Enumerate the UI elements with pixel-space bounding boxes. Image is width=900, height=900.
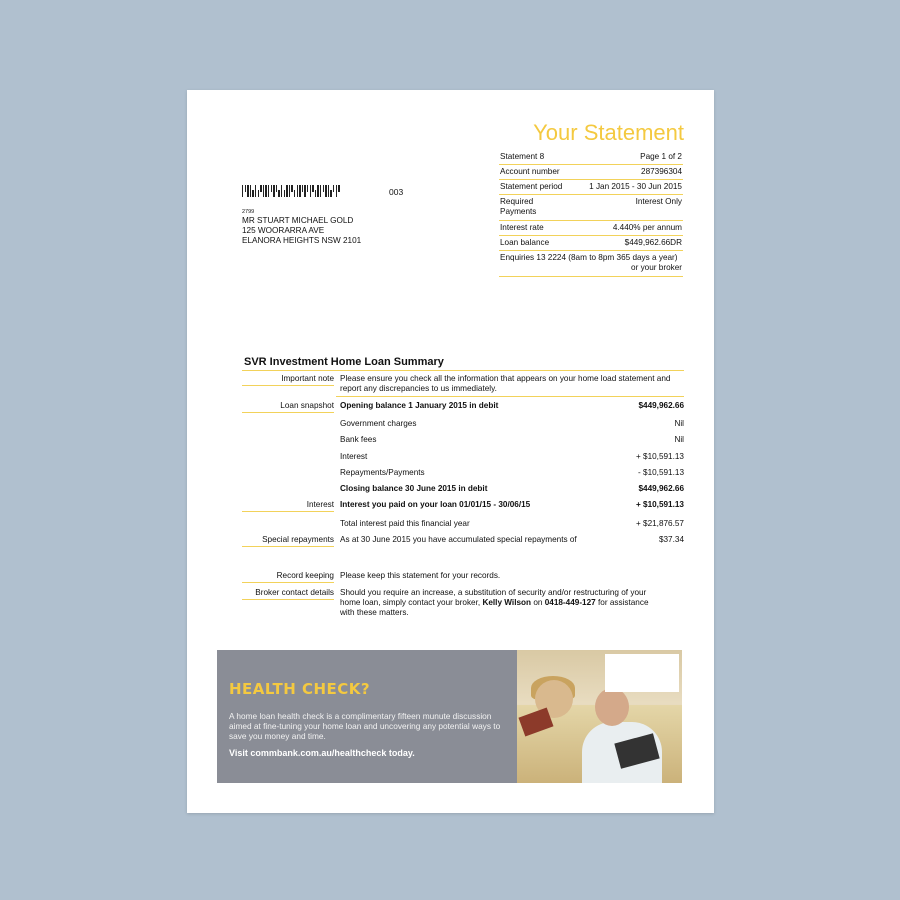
banner-text: A home loan health check is a complimentary fifteen munute discussion aimed at fine-tuning your home loan and uncovering any potential ways to save you money and time.	[229, 711, 501, 741]
barcode-bar	[297, 185, 298, 197]
opening-balance-value: $449,962.66	[638, 401, 684, 410]
interest-row	[242, 452, 684, 461]
row-label: Record keeping	[276, 571, 334, 580]
barcode-bar	[317, 185, 318, 197]
address-window	[605, 654, 679, 692]
row-text: Government charges	[340, 419, 417, 428]
address-name: MR STUART MICHAEL GOLD	[242, 216, 354, 225]
row-amount: Nil	[674, 419, 684, 428]
barcode-bar	[245, 185, 246, 192]
barcode-bar	[273, 185, 274, 197]
barcode-bar	[310, 185, 311, 197]
barcode-bar	[299, 185, 300, 197]
info-label: Loan balance	[500, 238, 550, 247]
row-label: Broker contact details	[255, 588, 334, 597]
row-text: Total interest paid this financial year	[340, 519, 470, 528]
interest-paid-label: Interest you paid on your loan 01/01/15 - 30/06/15	[340, 500, 531, 509]
info-value: Interest Only	[635, 197, 682, 206]
banner-link[interactable]: Visit commbank.com.au/healthcheck today.	[229, 748, 415, 758]
address-street: 125 WOORARRA AVE	[242, 226, 325, 235]
info-value: Page 1 of 2	[640, 152, 682, 161]
banner-title: HEALTH CHECK?	[229, 680, 371, 698]
barcode-bar	[260, 185, 261, 192]
statement-info-box	[499, 150, 683, 277]
barcode-bar	[291, 185, 292, 192]
info-label: Statement 8	[500, 152, 545, 161]
row-amount: + $10,591.13	[635, 452, 684, 461]
mailing-address	[242, 209, 361, 246]
row-text: As at 30 June 2015 you have accumulated special repayments of	[340, 535, 577, 544]
enquiries-line2: or your broker	[631, 263, 682, 272]
barcode-bar	[307, 185, 308, 192]
special-repayments-row	[242, 535, 684, 544]
row-amount: $37.34	[658, 535, 684, 544]
row-label: Special repayments	[262, 535, 334, 544]
barcode-bar	[315, 190, 316, 197]
postal-barcode	[242, 185, 342, 197]
info-label: Statement period	[500, 182, 563, 191]
total-interest-row	[242, 519, 684, 528]
broker-phone: 0418-449-127	[544, 598, 596, 607]
barcode-bar	[242, 185, 243, 197]
row-text: Interest	[340, 452, 368, 461]
info-label: Interest rate	[500, 223, 544, 232]
info-row-interest-rate	[499, 221, 683, 236]
barcode-bar	[278, 190, 279, 197]
enquiries-line1: Enquiries 13 2224 (8am to 8pm 365 days a year)	[500, 253, 678, 262]
broker-text: Should you require an increase, a substitution of security and/or restructuring of your home loan, simply contact your broker, Kelly Wilson on 0418-449-127 for assistance with these matters.	[340, 588, 649, 617]
address-suburb: ELANORA HEIGHTS NSW 2101	[242, 236, 362, 245]
interest-paid-value: + $10,591.13	[635, 500, 684, 509]
couple-photo	[517, 650, 682, 783]
barcode-bar	[320, 185, 321, 197]
barcode-bar	[302, 185, 303, 192]
row-text: Repayments/Payments	[340, 468, 425, 477]
row-label: Loan snapshot	[280, 401, 334, 410]
broker-contact-row	[242, 588, 684, 618]
mail-code: 003	[389, 187, 404, 197]
row-text: Bank fees	[340, 435, 377, 444]
barcode-bar	[325, 185, 326, 197]
row-amount: + $21,876.57	[635, 519, 684, 528]
row-text: Please ensure you check all the information that appears on your home load statement and report any discrepancies to us immediately.	[340, 374, 671, 393]
barcode-bar	[284, 190, 285, 197]
row-amount: - $10,591.13	[638, 468, 684, 477]
statement-title: Your Statement	[533, 120, 684, 145]
closing-balance-value: $449,962.66	[638, 484, 684, 493]
barcode-bar	[271, 185, 272, 192]
barcode-bar	[247, 185, 248, 197]
loan-snapshot-row	[242, 401, 684, 410]
info-value: 287396304	[641, 167, 682, 176]
record-keeping-row	[242, 571, 684, 580]
repayments-row	[242, 468, 684, 477]
barcode-bar	[289, 185, 290, 197]
health-check-banner	[217, 650, 682, 783]
info-row-loan-balance	[499, 236, 683, 251]
interest-paid-row	[242, 500, 684, 509]
barcode-bar	[265, 185, 266, 197]
info-value: 4.440% per annum	[612, 223, 682, 232]
barcode-bar	[328, 185, 329, 197]
row-label: Interest	[306, 500, 334, 509]
broker-name: Kelly Wilson	[482, 598, 532, 607]
info-row-enquiries	[499, 251, 683, 277]
barcode-bar	[330, 190, 331, 197]
barcode-bar	[276, 185, 277, 192]
barcode-bar	[255, 185, 256, 197]
info-value: 1 Jan 2015 - 30 Jun 2015	[589, 182, 682, 191]
barcode-bar	[258, 190, 259, 197]
barcode-bar	[252, 190, 253, 197]
barcode-bar	[312, 185, 313, 192]
row-label: Important note	[281, 374, 334, 383]
info-row-period	[499, 180, 683, 195]
info-row-statement	[499, 150, 683, 165]
statement-page	[187, 90, 714, 813]
barcode-bar	[250, 185, 251, 197]
closing-balance-label: Closing balance 30 June 2015 in debit	[340, 484, 488, 493]
barcode-bar	[294, 190, 295, 197]
barcode-bar	[263, 185, 264, 197]
info-row-account	[499, 165, 683, 180]
bank-fees-row	[242, 435, 684, 444]
barcode-bar	[281, 185, 282, 197]
opening-balance-label: Opening balance 1 January 2015 in debit	[340, 401, 499, 410]
row-amount: Nil	[674, 435, 684, 444]
barcode-bar	[336, 185, 337, 197]
postcode-small: 2799	[242, 209, 255, 215]
barcode-bar	[286, 185, 287, 197]
info-label: Required Payments	[500, 197, 537, 216]
row-text: Please keep this statement for your records.	[340, 571, 501, 580]
info-row-required-payments	[499, 195, 683, 221]
barcode-bar	[323, 185, 324, 192]
summary-title: SVR Investment Home Loan Summary	[244, 356, 444, 368]
barcode-bar	[338, 185, 339, 192]
info-label: Account number	[500, 167, 560, 176]
important-note-row	[242, 374, 684, 394]
barcode-bar	[268, 185, 269, 197]
closing-balance-row	[242, 484, 684, 493]
barcode-bar	[304, 185, 305, 197]
barcode-bar	[333, 185, 334, 192]
gov-charges-row	[242, 419, 684, 428]
info-value: $449,962.66DR	[624, 238, 682, 247]
